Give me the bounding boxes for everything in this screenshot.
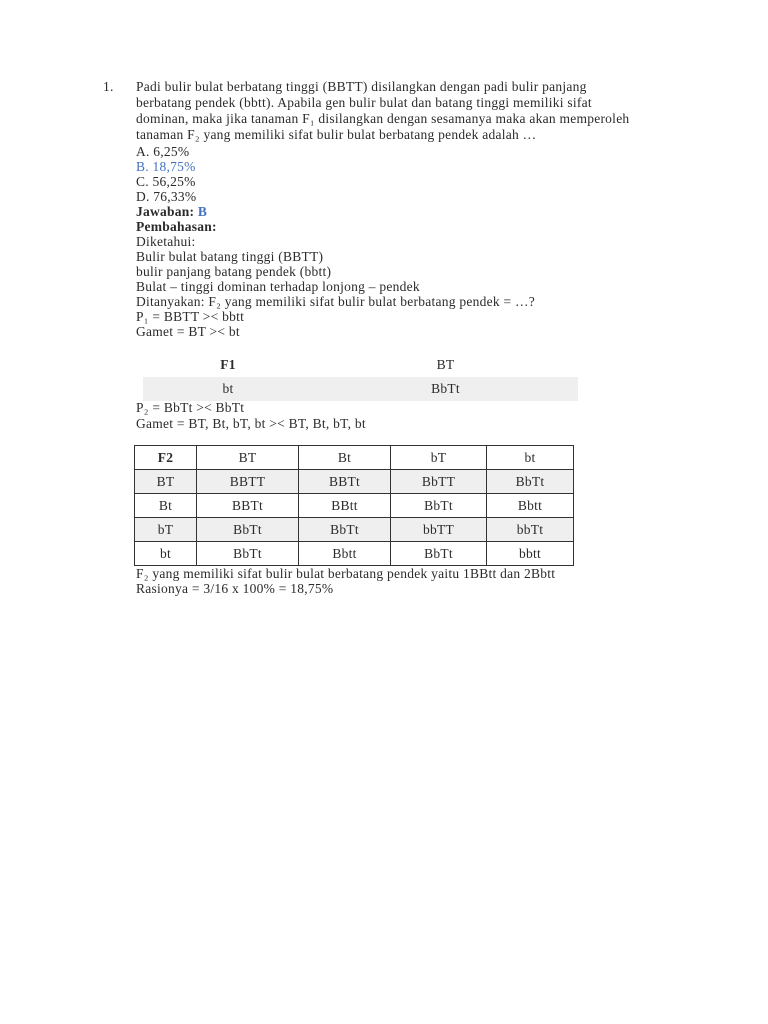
discussion-heading: Pembahasan:	[136, 218, 217, 234]
f2-table-row-header: bT	[135, 518, 197, 542]
answer-line	[136, 204, 535, 219]
ratio-line: Rasionya = 3/16 x 100% = 18,75%	[136, 581, 334, 596]
question-line: berbatang pendek (bbtt). Apabila gen bulir bulat dan batang tinggi memiliki sifat	[136, 95, 592, 110]
f2-table-cell: bbTt	[487, 518, 574, 542]
f2-punnett-table	[134, 445, 574, 566]
f2-table-cell: BbTt	[299, 518, 391, 542]
f2-table-header-cell: Bt	[299, 446, 391, 470]
question-line: dominan, maka jika tanaman F₁ disilangkan dengan sesamanya maka akan memperoleh	[136, 111, 630, 126]
f2-table-row-header: bt	[135, 542, 197, 566]
f2-table-cell: BBTt	[197, 494, 299, 518]
f2-table-cell: BbTt	[197, 518, 299, 542]
f2-table-cell: BBtt	[299, 494, 391, 518]
conclusion-block	[136, 566, 555, 596]
f1-table-header-cell: F1	[220, 357, 236, 372]
known-item: bulir panjang batang pendek (bbtt)	[136, 263, 332, 279]
f1-table	[143, 353, 578, 401]
option-d: D. 76,33%	[136, 188, 197, 204]
option-c: C. 56,25%	[136, 173, 196, 189]
f2-table-cell: Bbtt	[487, 494, 574, 518]
cross-p2: P₂ = BbTt >< BbTt	[136, 400, 245, 415]
f2-table-cell: BBTt	[299, 470, 391, 494]
asked-line: Ditanyakan: F₂ yang memiliki sifat bulir bulat berbatang pendek = …?	[136, 293, 535, 309]
question-text	[136, 79, 629, 143]
f1-table-cell: bt	[143, 377, 313, 401]
f2-table-cell: BbTt	[197, 542, 299, 566]
f2-table-row-header: BT	[135, 470, 197, 494]
answer-label: Jawaban:	[136, 203, 195, 219]
f2-table-header-row	[135, 446, 574, 470]
f2-table-cell: BBTT	[197, 470, 299, 494]
f2-table-row	[135, 542, 574, 566]
f2-table-cell: BbTt	[391, 494, 487, 518]
f2-table-row	[135, 518, 574, 542]
known-item: Bulir bulat batang tinggi (BBTT)	[136, 248, 324, 264]
f1-table-header-row	[143, 353, 578, 377]
gamete-p1: Gamet = BT >< bt	[136, 323, 240, 339]
known-label: Diketahui:	[136, 233, 196, 249]
cross-2-block	[136, 400, 366, 432]
f1-table-row	[143, 377, 578, 401]
option-a: A. 6,25%	[136, 143, 190, 159]
known-item: Bulat – tinggi dominan terhadap lonjong – pendek	[136, 278, 420, 294]
f2-table-row	[135, 494, 574, 518]
f2-table-cell: bbTT	[391, 518, 487, 542]
f2-table-header-cell: BT	[197, 446, 299, 470]
gamete-p2: Gamet = BT, Bt, bT, bt >< BT, Bt, bT, bt	[136, 416, 366, 431]
f2-table-cell: BbTt	[391, 542, 487, 566]
f2-table-cell: BbTT	[391, 470, 487, 494]
f2-table-row-header: Bt	[135, 494, 197, 518]
f2-table-cell: bbtt	[487, 542, 574, 566]
cross-p1: P₁ = BBTT >< bbtt	[136, 308, 245, 324]
conclusion-line: F₂ yang memiliki sifat bulir bulat berbatang pendek yaitu 1BBtt dan 2Bbtt	[136, 566, 556, 581]
f2-table-header-cell: F2	[135, 446, 197, 470]
f2-table-cell: BbTt	[487, 470, 574, 494]
question-line: tanaman F₂ yang memiliki sifat bulir bulat berbatang pendek adalah …	[136, 127, 537, 142]
question-line: Padi bulir bulat berbatang tinggi (BBTT) disilangkan dengan padi bulir panjang	[136, 79, 587, 94]
f2-table-header-cell: bt	[487, 446, 574, 470]
question-body	[136, 144, 535, 339]
answer-value: B	[197, 203, 208, 219]
question-number: 1.	[103, 79, 114, 94]
f2-table-row	[135, 470, 574, 494]
f1-table-header-cell: BT	[436, 357, 455, 372]
f1-table-cell: BbTt	[313, 377, 578, 401]
f2-table-cell: Bbtt	[299, 542, 391, 566]
f2-table-header-cell: bT	[391, 446, 487, 470]
option-b: B. 18,75%	[136, 158, 196, 174]
